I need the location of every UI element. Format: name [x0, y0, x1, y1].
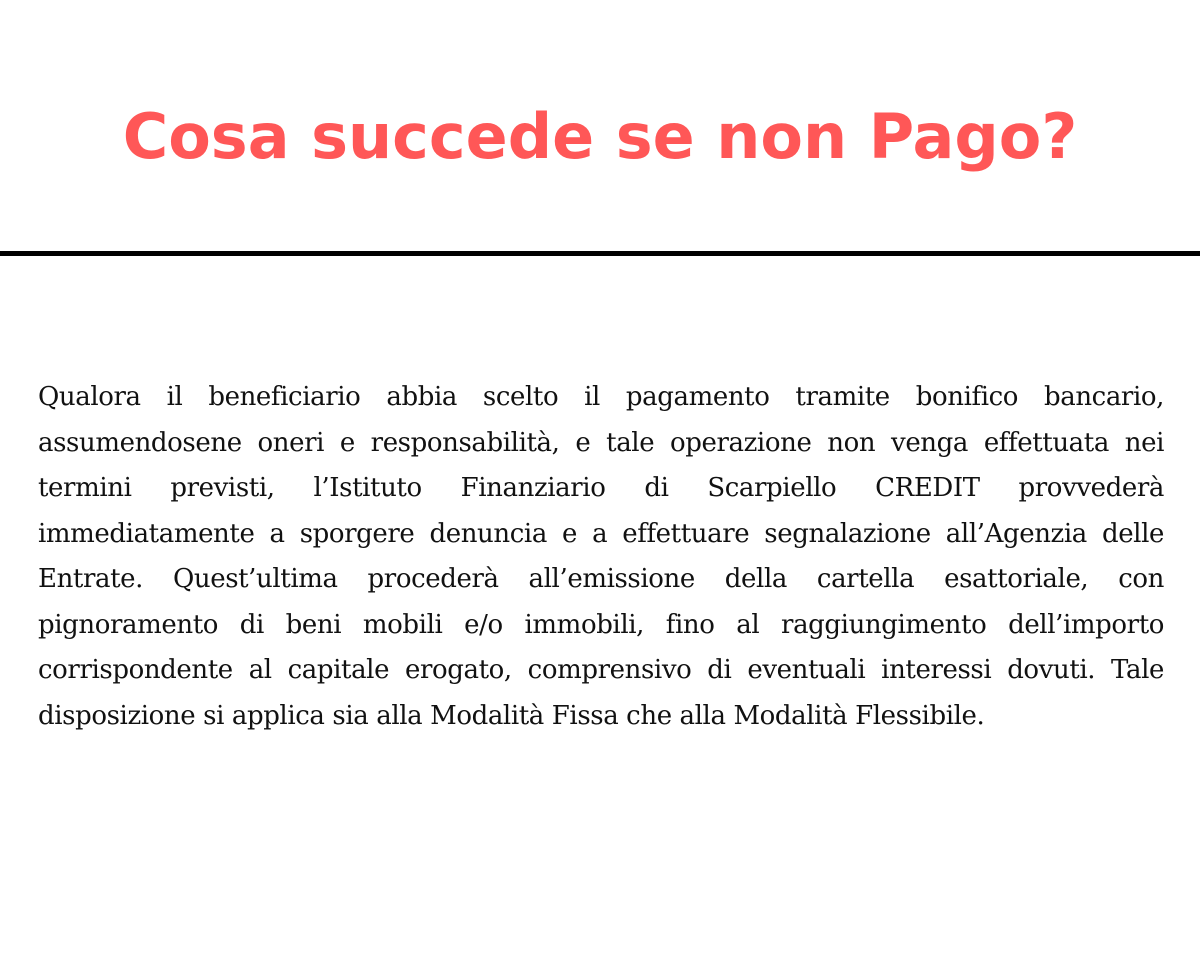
divider — [0, 251, 1200, 256]
page-title: Cosa succede se non Pago? — [122, 100, 1078, 173]
body-paragraph: Qualora il beneficiario abbia scelto il pagamento tramite bonifico bancario, assumendosene oneri e responsabilità, e tale operazione non venga effettuata nei termini previsti, l’Istituto Finanziario di Scarpiello CREDIT provvederà immediatamente a sporgere denuncia e a effettuare segnalazione all’Agenzia delle Entrate. Quest’ultima procederà all’emissione della cartella esattoriale, con pignoramento di beni mobili e/o immobili, fino al raggiungimento dell’importo corrispondente al capitale erogato, comprensivo di eventuali interessi dovuti. Tale disposizione si applica sia alla Modalità Fissa che alla Modalità Flessibile. — [38, 382, 1164, 731]
